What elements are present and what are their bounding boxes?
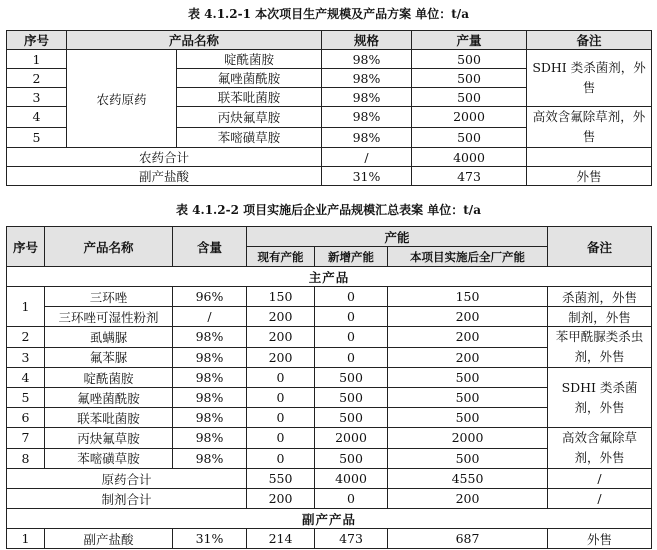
cell-total: 500 xyxy=(388,368,548,388)
section-byproducts: 副产产品 xyxy=(7,509,652,529)
note-herbicide: 高效含氟除草剂，外售 xyxy=(548,428,652,469)
note-insecticide: 苯甲酰脲类杀虫剂，外售 xyxy=(548,327,652,368)
cell-no: 4 xyxy=(7,107,67,128)
section-row xyxy=(7,509,652,529)
cell-content: 98% xyxy=(173,327,247,348)
cell-existing: 550 xyxy=(247,469,315,489)
cell-content: 98% xyxy=(173,347,247,368)
cell-added: 0 xyxy=(315,347,388,368)
note-sdhi: SDHI 类杀菌剂，外售 xyxy=(548,368,652,428)
cell-total: 500 xyxy=(388,388,548,408)
cell-content: 98% xyxy=(173,448,247,469)
cell-total: 200 xyxy=(388,307,548,327)
cell-no: 6 xyxy=(7,408,45,428)
cell-no: 1 xyxy=(7,287,45,327)
cell-no: 5 xyxy=(7,388,45,408)
cell-content: 96% xyxy=(173,287,247,307)
cell-no: 2 xyxy=(7,69,67,88)
total-row xyxy=(7,148,652,167)
cell-added: 0 xyxy=(315,307,388,327)
product-summary-table xyxy=(6,226,652,549)
cell-note: 制剂，外售 xyxy=(548,307,652,327)
cell-output: 500 xyxy=(412,127,527,148)
cell-spec: 98% xyxy=(322,107,412,128)
cell-content: 98% xyxy=(173,408,247,428)
cell-note: 外售 xyxy=(548,529,652,549)
cell-total: 500 xyxy=(388,448,548,469)
cell-note: 杀菌剂，外售 xyxy=(548,287,652,307)
cell-no: 3 xyxy=(7,88,67,107)
section-main-products: 主产品 xyxy=(7,267,652,287)
cell-spec: 98% xyxy=(322,50,412,69)
cell-total-label: 农药合计 xyxy=(7,148,322,167)
cell-output: 500 xyxy=(412,50,527,69)
cell-output: 4000 xyxy=(412,148,527,167)
header-no: 序号 xyxy=(7,227,45,267)
cell-content: 98% xyxy=(173,368,247,388)
table-row xyxy=(7,368,652,388)
cell-product: 三环唑 xyxy=(45,287,173,307)
cell-added: 500 xyxy=(315,368,388,388)
cell-added: 4000 xyxy=(315,469,388,489)
table1-header-row xyxy=(7,31,652,50)
table-row xyxy=(7,307,652,327)
cell-existing: 200 xyxy=(247,327,315,348)
cell-no: 8 xyxy=(7,448,45,469)
cell-existing: 0 xyxy=(247,388,315,408)
cell-added: 0 xyxy=(315,327,388,348)
cell-output: 500 xyxy=(412,69,527,88)
cell-existing: 214 xyxy=(247,529,315,549)
cell-total: 200 xyxy=(388,489,548,509)
header-existing: 现有产能 xyxy=(247,247,315,267)
cell-note: / xyxy=(548,489,652,509)
header-spec: 规格 xyxy=(322,31,412,50)
cell-added: 500 xyxy=(315,408,388,428)
production-scale-table xyxy=(6,30,652,186)
cell-spec: 31% xyxy=(322,167,412,186)
cell-content: 31% xyxy=(173,529,247,549)
cell-existing: 0 xyxy=(247,368,315,388)
table-row xyxy=(7,327,652,348)
cell-product: 氟唑菌酰胺 xyxy=(45,388,173,408)
cell-product: 虱螨脲 xyxy=(45,327,173,348)
cell-subtotal-label: 制剂合计 xyxy=(7,489,247,509)
cell-output: 473 xyxy=(412,167,527,186)
cell-product: 丙炔氟草胺 xyxy=(177,107,322,128)
cell-no: 3 xyxy=(7,347,45,368)
subtotal-row xyxy=(7,469,652,489)
header-no: 序号 xyxy=(7,31,67,50)
cell-added: 500 xyxy=(315,388,388,408)
cell-no: 1 xyxy=(7,50,67,69)
byproduct-row xyxy=(7,167,652,186)
cell-product: 氟唑菌酰胺 xyxy=(177,69,322,88)
cell-total: 200 xyxy=(388,327,548,348)
cell-byproduct-label: 副产盐酸 xyxy=(7,167,322,186)
cell-added: 0 xyxy=(315,287,388,307)
cell-content: 98% xyxy=(173,388,247,408)
cell-total: 150 xyxy=(388,287,548,307)
cell-added: 2000 xyxy=(315,428,388,449)
cell-existing: 200 xyxy=(247,489,315,509)
cell-no: 7 xyxy=(7,428,45,449)
byproduct-row xyxy=(7,529,652,549)
group-label: 农药原药 xyxy=(67,50,177,148)
header-added: 新增产能 xyxy=(315,247,388,267)
cell-note: / xyxy=(548,469,652,489)
cell-spec: 98% xyxy=(322,69,412,88)
cell-product: 苯嘧磺草胺 xyxy=(45,448,173,469)
cell-existing: 200 xyxy=(247,347,315,368)
header-total: 本项目实施后全厂产能 xyxy=(388,247,548,267)
cell-note: 外售 xyxy=(527,167,652,186)
cell-total: 2000 xyxy=(388,428,548,449)
cell-product: 联苯吡菌胺 xyxy=(177,88,322,107)
header-note: 备注 xyxy=(527,31,652,50)
cell-spec: 98% xyxy=(322,88,412,107)
subtotal-row xyxy=(7,489,652,509)
cell-output: 500 xyxy=(412,88,527,107)
cell-existing: 150 xyxy=(247,287,315,307)
cell-product: 丙炔氟草胺 xyxy=(45,428,173,449)
cell-total: 500 xyxy=(388,408,548,428)
cell-existing: 200 xyxy=(247,307,315,327)
section-row xyxy=(7,267,652,287)
cell-product: 联苯吡菌胺 xyxy=(45,408,173,428)
table-row xyxy=(7,50,652,69)
cell-added: 500 xyxy=(315,448,388,469)
cell-no: 2 xyxy=(7,327,45,348)
cell-product: 啶酰菌胺 xyxy=(177,50,322,69)
cell-note-empty xyxy=(527,148,652,167)
cell-product: 副产盐酸 xyxy=(45,529,173,549)
cell-no: 5 xyxy=(7,127,67,148)
cell-existing: 0 xyxy=(247,448,315,469)
note-sdhi: SDHI 类杀菌剂，外售 xyxy=(527,50,652,107)
header-content: 含量 xyxy=(173,227,247,267)
cell-existing: 0 xyxy=(247,408,315,428)
cell-subtotal-label: 原药合计 xyxy=(7,469,247,489)
header-product-name: 产品名称 xyxy=(45,227,173,267)
table2-header-row xyxy=(7,227,652,247)
cell-product: 苯嘧磺草胺 xyxy=(177,127,322,148)
cell-added: 473 xyxy=(315,529,388,549)
cell-total: 687 xyxy=(388,529,548,549)
cell-total: 4550 xyxy=(388,469,548,489)
cell-content: 98% xyxy=(173,428,247,449)
cell-spec: / xyxy=(322,148,412,167)
cell-total: 200 xyxy=(388,347,548,368)
cell-product: 氟苯脲 xyxy=(45,347,173,368)
header-product-name: 产品名称 xyxy=(67,31,322,50)
note-herbicide: 高效含氟除草剂，外售 xyxy=(527,107,652,148)
cell-spec: 98% xyxy=(322,127,412,148)
cell-no: 1 xyxy=(7,529,45,549)
header-output: 产量 xyxy=(412,31,527,50)
cell-content: / xyxy=(173,307,247,327)
header-note: 备注 xyxy=(548,227,652,267)
cell-output: 2000 xyxy=(412,107,527,128)
cell-added: 0 xyxy=(315,489,388,509)
table-row xyxy=(7,428,652,449)
table2-caption: 表 4.1.2-2 项目实施后企业产品规模汇总表案 单位：t/a xyxy=(176,203,481,217)
cell-product: 三环唑可湿性粉剂 xyxy=(45,307,173,327)
cell-existing: 0 xyxy=(247,428,315,449)
cell-product: 啶酰菌胺 xyxy=(45,368,173,388)
table1-caption: 表 4.1.2-1 本次项目生产规模及产品方案 单位：t/a xyxy=(188,7,469,21)
cell-no: 4 xyxy=(7,368,45,388)
table-row xyxy=(7,287,652,307)
header-capacity: 产能 xyxy=(247,227,548,247)
